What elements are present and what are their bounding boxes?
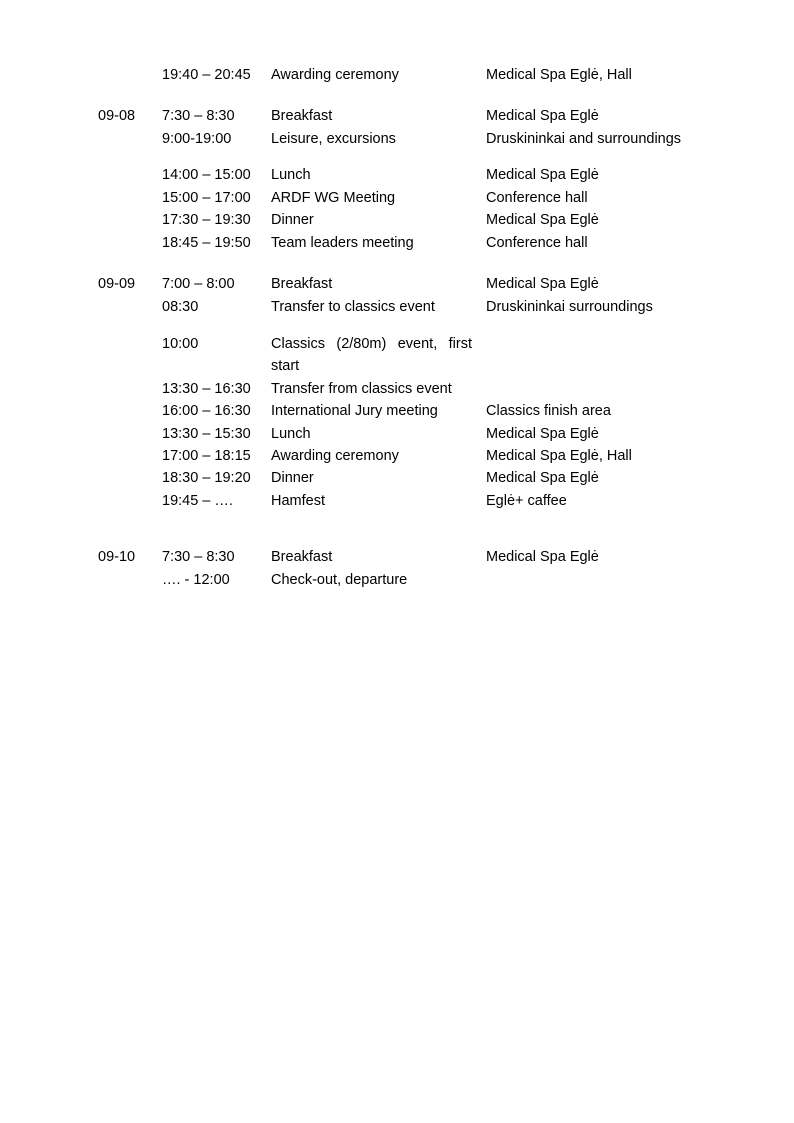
- location-cell: Medical Spa Eglė: [486, 276, 599, 292]
- activity-cell: Transfer from classics event: [271, 381, 452, 397]
- location-cell: Druskininkai and surroundings: [486, 131, 682, 147]
- activity-cell: Awarding ceremony: [271, 67, 399, 83]
- time-cell: 19:40 – 20:45: [162, 67, 251, 83]
- activity-cell: Dinner: [271, 470, 314, 486]
- location-cell: Medical Spa Eglė, Hall: [486, 448, 632, 464]
- day-cell: 09-08: [98, 108, 136, 124]
- activity-cell: Transfer to classics event: [271, 299, 435, 315]
- schedule-row: [0, 232, 794, 254]
- activity-cell: Team leaders meeting: [271, 235, 414, 251]
- location-cell: Medical Spa Eglė: [486, 167, 599, 183]
- activity-cell: ARDF WG Meeting: [271, 190, 396, 206]
- schedule-row: [0, 128, 794, 150]
- time-cell: 08:30: [162, 299, 199, 315]
- location-cell: Classics finish area: [486, 403, 611, 419]
- time-cell: 18:30 – 19:20: [162, 470, 251, 486]
- time-cell: 19:45 – ….: [162, 493, 233, 509]
- activity-cell: Breakfast: [271, 108, 333, 124]
- schedule-row: [0, 378, 794, 400]
- location-cell: Medical Spa Eglė: [486, 212, 599, 228]
- location-cell: Eglė+ caffee: [486, 493, 567, 509]
- location-cell: Medical Spa Eglė: [486, 549, 599, 565]
- time-cell: 18:45 – 19:50: [162, 235, 251, 251]
- time-cell: 7:00 – 8:00: [162, 276, 235, 292]
- schedule-row: [0, 333, 794, 377]
- activity-cell: Leisure, excursions: [271, 131, 396, 147]
- schedule-row: [0, 490, 794, 512]
- day-cell: 09-10: [98, 549, 136, 565]
- schedule-row: [0, 400, 794, 422]
- activity-cell: Check-out, departure: [271, 572, 408, 588]
- time-cell: 17:00 – 18:15: [162, 448, 251, 464]
- location-cell: Medical Spa Eglė: [486, 426, 599, 442]
- activity-cell: Breakfast: [271, 549, 333, 565]
- time-cell: 14:00 – 15:00: [162, 167, 251, 183]
- schedule-row: [0, 546, 794, 568]
- time-cell: 16:00 – 16:30: [162, 403, 251, 419]
- day-cell: 09-09: [98, 276, 136, 292]
- activity-cell: International Jury meeting: [271, 403, 438, 419]
- time-cell: 15:00 – 17:00: [162, 190, 251, 206]
- schedule-row: [0, 187, 794, 209]
- location-cell: Druskininkai surroundings: [486, 299, 653, 315]
- schedule-row: [0, 105, 794, 127]
- time-cell: 17:30 – 19:30: [162, 212, 251, 228]
- activity-cell: Lunch: [271, 167, 311, 183]
- time-cell: 13:30 – 15:30: [162, 426, 251, 442]
- activity-cell: Dinner: [271, 212, 314, 228]
- schedule-row: [0, 467, 794, 489]
- location-cell: Medical Spa Eglė, Hall: [486, 67, 632, 83]
- schedule-row: [0, 423, 794, 445]
- time-cell: 9:00-19:00: [162, 131, 232, 147]
- schedule-row: [0, 296, 794, 318]
- location-cell: Conference hall: [486, 235, 588, 251]
- activity-cell: Breakfast: [271, 276, 333, 292]
- activity-cell: Hamfest: [271, 493, 325, 509]
- location-cell: Medical Spa Eglė: [486, 108, 599, 124]
- schedule-row: [0, 209, 794, 231]
- location-cell: Medical Spa Eglė: [486, 470, 599, 486]
- activity-cell: Lunch: [271, 426, 311, 442]
- schedule-row: [0, 569, 794, 591]
- location-cell: Conference hall: [486, 190, 588, 206]
- schedule-row: [0, 273, 794, 295]
- time-cell: 7:30 – 8:30: [162, 108, 235, 124]
- schedule-row: [0, 64, 794, 86]
- time-cell: 10:00: [162, 336, 199, 352]
- activity-cell: Classics (2/80m) event, first start: [271, 336, 472, 374]
- time-cell: 7:30 – 8:30: [162, 549, 235, 565]
- schedule-row: [0, 164, 794, 186]
- activity-cell: Awarding ceremony: [271, 448, 399, 464]
- schedule-row: [0, 445, 794, 467]
- time-cell: …. - 12:00: [162, 572, 230, 588]
- time-cell: 13:30 – 16:30: [162, 381, 251, 397]
